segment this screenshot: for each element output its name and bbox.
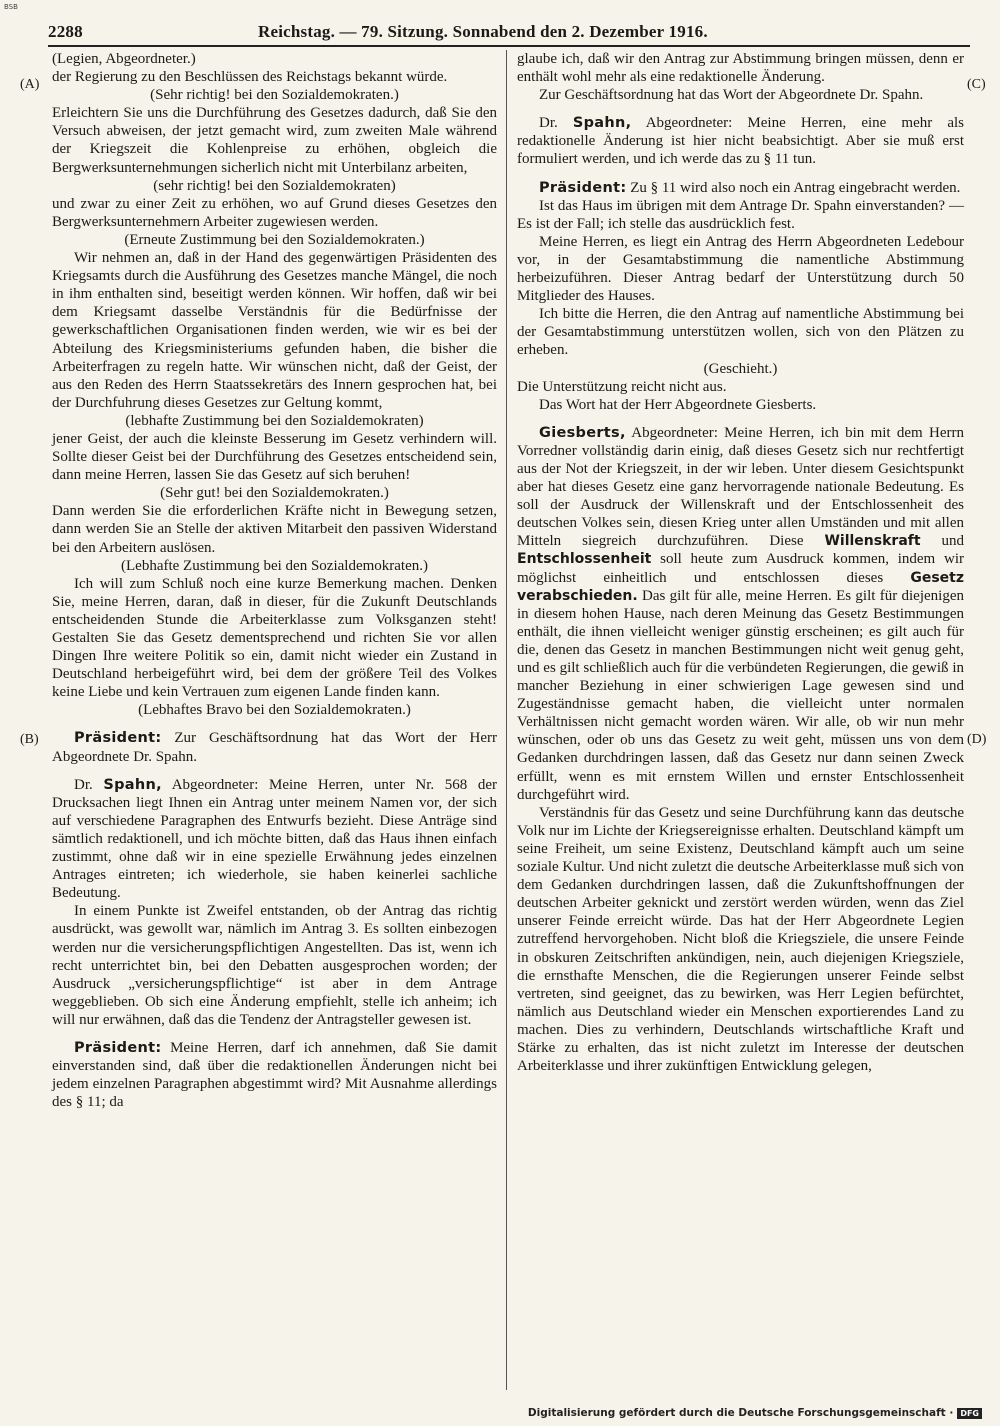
- emphasis: Willenskraft: [824, 533, 921, 550]
- page-header: [48, 20, 968, 48]
- emphasis: Entschlossenheit: [517, 551, 652, 568]
- interjection: (Lebhaftes Bravo bei den Sozialdemokraten.): [138, 702, 411, 719]
- paragraph: jener Geist, der auch die kleinste Besserung im Gesetz verhindern will. Sollte dieser Geist bei der Durchführung des Gesetzes entscheidend sein, dann meine Herren, lassen Sie das Gesetz auf sich beruhen!: [52, 430, 497, 484]
- speaker-title: Dr.: [539, 115, 573, 132]
- margin-mark-d: (D): [967, 732, 987, 747]
- paragraph: der Regierung zu den Beschlüssen des Reichstags bekannt würde.: [52, 69, 448, 86]
- dfg-logo: DFG: [957, 1408, 982, 1419]
- right-column: [517, 50, 964, 1075]
- speaker-name: Präsident:: [74, 1039, 162, 1056]
- interjection: (Erneute Zustimmung bei den Sozialdemokraten.): [124, 231, 425, 248]
- paragraph: In einem Punkte ist Zweifel entstanden, ob der Antrag das richtig ausdrückt, was gewollt war, nämlich im Antrag 3. Es sollten einbezogen werden nur die versicherungspflichtigen Angestellten. Das ist, wenn ich recht unterrichtet bin, bei den Debatten ausgesprochen worden; der Ausdruck „versicherungspflichtige“ ist aber in dem Antrage weggeblieben. Ob sich eine Änderung empfiehlt, stelle ich anheim; ich will nur erwähnen, daß das die Tendenz der Antragsteller gewesen ist.: [52, 903, 497, 1028]
- digitization-footer: [528, 1405, 982, 1421]
- paragraph: Die Unterstützung reicht nicht aus.: [517, 378, 727, 395]
- paragraph: Ich bitte die Herren, die den Antrag auf namentliche Abstimmung bei der Gesamtabstimmung unterstützen wollen, sich von den Plätzen zu erheben.: [517, 306, 964, 359]
- speech-president: [52, 729, 497, 765]
- left-column: [52, 50, 497, 1111]
- speaker-name: Giesberts,: [539, 424, 626, 441]
- speech-text: und: [920, 533, 965, 550]
- speech-giesberts: [517, 424, 964, 804]
- speech-text: Das gilt für alle, meine Herren. Es gilt für diejenigen in diesem hohen Hause, nach deren Meinung das Gesetz Bestimmungen enthält, die ihnen vielleicht weniger günstig erscheinen; es gilt auch für die, denen das Gesetz in manchen Bestimmungen nicht weit genug geht, und es gilt schließlich auch für die verbündeten Regierungen, die gewiß in mancher Beziehung in einer schwierigen Lage gewesen sind und Zugeständnisse gemacht haben, die vielleicht unter normalen Verhältnissen nicht gemacht worden wären. Wir alle, ob wir nun mehr wünschen, oder ob uns das Gesetz zu weit geht, müssen uns von dem Gedanken durchdringen lassen, daß das Gesetz nur dann seinen Zweck erfüllt, wenn es mit ernstem Willen und ernster Entschlossenheit durchgeführt wird.: [517, 587, 964, 803]
- speech-text: Zu § 11 wird also noch ein Antrag eingebracht werden.: [626, 179, 961, 196]
- speech-president: [517, 179, 964, 197]
- page-title: Reichstag. — 79. Sitzung. Sonnabend den 2. Dezember 1916.: [258, 22, 708, 41]
- margin-mark-c: (C): [967, 77, 986, 92]
- speech-text: Meine Herren, darf ich annehmen, daß Sie damit einverstanden sind, daß über die redaktionellen Änderungen nicht bei jedem einzelnen Paragraphen abgestimmt wird? Mit Ausnahme allerdings des § 11; da: [52, 1039, 497, 1111]
- interjection: (sehr richtig! bei den Sozialdemokraten): [153, 177, 396, 194]
- paragraph: Das Wort hat der Herr Abgeordnete Giesberts.: [539, 396, 817, 413]
- emphasis: Gesetz verabschieden.: [517, 569, 964, 604]
- interjection: (Sehr gut! bei den Sozialdemokraten.): [160, 485, 389, 502]
- margin-mark-b: (B): [20, 732, 39, 747]
- paragraph: Verständnis für das Gesetz und seine Durchführung kann das deutsche Volk nur im Lichte der Kriegsereignisse erhalten. Deutschland kämpft um seine Freiheit, um seine Existenz, Deutschland kämpft auch um seine soziale Kultur. Und nicht zuletzt die deutsche Arbeiterklasse muß sich von dem Gedanken durchdringen lassen, daß die Zukunftshoffnungen der deutschen Arbeiter geknickt und zerstört werden würden, wenn das Ziel unserer Feinde erreicht würde. Das hat der Herr Abgeordnete Legien zutreffend hervorgehoben. Nicht bloß die Kriegsziele, die unsere Feinde in obskuren Zeitschriften ankündigen, nein, auch diejenigen Kriegsziele, die ernsthafte Menschen, die die Regierungen unserer Feinde selbst vertreten, sind geeignet, das zu bewirken, was Herr Legien befürchtet, nämlich aus Deutschland wieder ein Menschen exportierendes Land zu machen. Dies zu verhindern, Deutschlands wirtschaftliche Kraft und Stärke zu erhalten, das ist nicht zuletzt im Interesse der deutschen Arbeiterklasse und ihrer zukünftigen Entwicklung gelegen,: [517, 804, 964, 1075]
- speech-spahn: [52, 776, 497, 903]
- speech-spahn: [517, 114, 964, 168]
- interjection: (Lebhafte Zustimmung bei den Sozialdemokraten.): [121, 557, 428, 574]
- paragraph: und zwar zu einer Zeit zu erhöhen, wo auf Grund dieses Gesetzes den Bergwerksunternehmern Arbeiter zugewiesen werden.: [52, 195, 497, 230]
- speech-president: [52, 1039, 497, 1111]
- margin-mark-a: (A): [20, 77, 40, 92]
- speaker-title: Dr.: [74, 776, 104, 793]
- paragraph: Erleichtern Sie uns die Durchführung des Gesetzes dadurch, daß Sie den Versuch abweisen, der jetzt gemacht wird, zum zweiten Male während der Kriegszeit die Kohlenpreise zu erhöhen, obgleich die Bergwerksunternehmungen sicherlich nicht mit Unterbilanz arbeiten,: [52, 105, 497, 176]
- speech-text: soll heute zum Ausdruck kommen, indem wir möglichst einheitlich und entschlossen dieses: [517, 551, 964, 586]
- paragraph: Zur Geschäftsordnung hat das Wort der Abgeordnete Dr. Spahn.: [539, 87, 924, 104]
- header-rule: [48, 45, 970, 47]
- speaker-name: Spahn,: [103, 776, 162, 793]
- speech-text: Zur Geschäftsordnung hat das Wort der Herr Abgeordnete Dr. Spahn.: [52, 730, 497, 765]
- speech-text: Abgeordneter: Meine Herren, ich bin mit dem Herrn Vorredner vollständig darin einig, daß dieses Gesetz sich nur rechtfertigt aus der Not der Kriegszeit, in der wir leben. Unter diesem Gesichtspunkt aber hat dieses Gesetz eine ganz hervorragende nationale Bedeutung. Es soll der Ausdruck der Willenskraft und der Entschlossenheit des deutschen Volkes sein, diesen Krieg unter allen Umständen und mit allen Mitteln siegreich durchzuführen. Diese: [517, 424, 964, 550]
- paragraph: Ist das Haus im übrigen mit dem Antrage Dr. Spahn einverstanden? — Es ist der Fall; ich stelle das ausdrücklich fest.: [517, 197, 964, 232]
- speaker-name: Spahn,: [572, 115, 632, 132]
- interjection: (Geschieht.): [703, 360, 778, 377]
- paragraph: Meine Herren, es liegt ein Antrag des Herrn Abgeordneten Ledebour vor, in der Gesamtabstimmung die namentliche Abstimmung herbeizuführen. Dieser Antrag bedarf der Unterstützung durch 50 Mitglieder des Hauses.: [517, 233, 964, 305]
- interjection: (lebhafte Zustimmung bei den Sozialdemokraten): [125, 412, 424, 429]
- paragraph: Dann werden Sie die erforderlichen Kräfte nicht in Bewegung setzen, dann werden Sie an Stelle der aktiven Mitarbeit den passiven Widerstand bei den Arbeitern auslösen.: [52, 503, 497, 556]
- page-number: 2288: [48, 22, 83, 41]
- footer-text: Digitalisierung gefördert durch die Deutsche Forschungsgemeinschaft ·: [527, 1407, 954, 1419]
- library-mark: BSB: [4, 3, 18, 11]
- paragraph: Wir nehmen an, daß in der Hand des gegenwärtigen Präsidenten des Kriegsamts durch die Ausführung des Gesetzes manche Mängel, die noch in ihm enthalten sind, beseitigt werden können. Wir hoffen, daß wir bei dem Kriegsamt dasselbe Verständnis für die Bedürfnisse der gewerkschaftlichen Organisationen finden werden, wie wir es bei der Abteilung des Kriegsministeriums gefunden haben, die bisher die Arbeiterfragen zu regeln hatte. Wir wünschen nicht, daß der Geist, der aus den Reden des Herrn Staatssekretärs des Innern gesprochen hat, bei der Durchfuhrung dieses Gesetzes zur Geltung kommt,: [52, 250, 497, 411]
- speaker-name: Präsident:: [74, 730, 162, 747]
- speech-text: Abgeordneter: Meine Herren, unter Nr. 568 der Drucksachen liegt Ihnen ein Antrag unter meinem Namen vor, der sich auf verschiedene Paragraphen des Entwurfs bezieht. Diese Anträge sind sämtlich redaktionell, und ich möchte bitten, daß das Haus ihnen einfach zustimmt, ohne daß wir in eine spezielle Erwähnung jedes einzelnen Antrages eintreten; ich wiederhole, sie haben keinerlei sachliche Bedeutung.: [52, 776, 497, 902]
- running-speaker: (Legien, Abgeordneter.): [52, 51, 196, 67]
- paragraph: Ich will zum Schluß noch eine kurze Bemerkung machen. Denken Sie, meine Herren, daran, daß in dieser, für die Zukunft Deutschlands entscheidenden Stunde die Arbeiterklasse zum Volksganzen steht! Gestalten Sie das Gesetz dementsprechend und richten Sie vor allen Dingen Ihre weitere Politik so ein, damit nicht wieder ein Zustand in Deutschland herbeigeführt wird, bei dem der größere Teil des Volkes keine Liebe und kein Vertrauen zum eigenen Lande finden kann.: [52, 575, 497, 701]
- paragraph: glaube ich, daß wir den Antrag zur Abstimmung bringen müssen, denn er enthält wohl mehr als eine redaktionelle Änderung.: [517, 51, 964, 86]
- speaker-name: Präsident:: [539, 179, 627, 196]
- interjection: (Sehr richtig! bei den Sozialdemokraten.): [150, 87, 399, 104]
- speech-text: Abgeordneter: Meine Herren, eine mehr als redaktionelle Änderung ist hier nicht beabsichtigt. Aber sie muß erst formuliert werden, und ich werde das zu § 11 tun.: [517, 115, 965, 168]
- column-divider: [506, 50, 507, 1390]
